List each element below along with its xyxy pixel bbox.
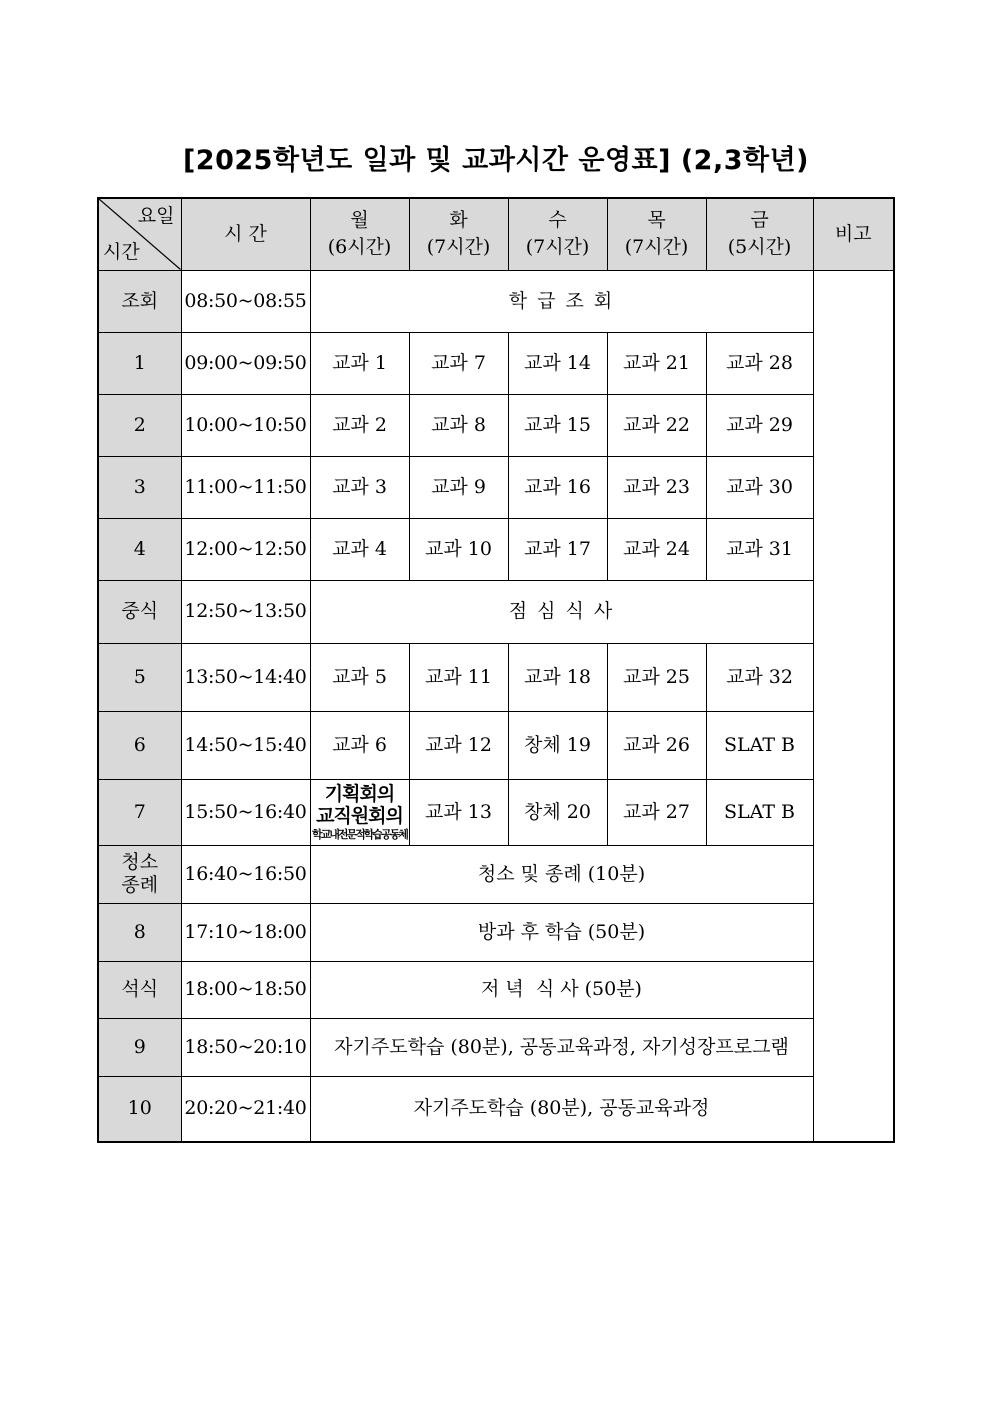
corner-day-label: 요일 — [137, 205, 175, 227]
class-cell: 교과 16 — [508, 456, 607, 518]
day-hours: (7시간) — [426, 236, 491, 259]
class-cell: 교과 24 — [607, 518, 706, 580]
table-row — [98, 394, 894, 456]
class-cell: 교과 2 — [310, 394, 409, 456]
header-row — [98, 198, 894, 270]
time-cell: 20:20~21:40 — [181, 1076, 310, 1142]
table-row — [98, 580, 894, 643]
merged-activity-cell: 자기주도학습 (80분), 공동교육과정, 자기성장프로그램 — [310, 1018, 813, 1076]
meeting-line: 기획회의 — [324, 782, 395, 805]
meeting-cell — [310, 779, 409, 845]
day-header-thu — [607, 198, 706, 270]
day-header-mon — [310, 198, 409, 270]
class-cell: 교과 32 — [706, 643, 813, 711]
class-cell: 교과 22 — [607, 394, 706, 456]
day-header-tue — [409, 198, 508, 270]
class-cell: 교과 3 — [310, 456, 409, 518]
table-row — [98, 711, 894, 779]
row-label: 1 — [98, 332, 181, 394]
row-label-line: 종례 — [121, 874, 159, 896]
row-label: 석식 — [98, 961, 181, 1018]
table-row — [98, 332, 894, 394]
time-cell: 12:50~13:50 — [181, 580, 310, 643]
table-row — [98, 779, 894, 845]
row-label: 9 — [98, 1018, 181, 1076]
day-name: 화 — [449, 209, 468, 232]
class-cell: 교과 9 — [409, 456, 508, 518]
row-label — [98, 845, 181, 903]
table-row — [98, 270, 894, 332]
class-cell: 교과 4 — [310, 518, 409, 580]
class-cell: 교과 6 — [310, 711, 409, 779]
class-cell: 교과 15 — [508, 394, 607, 456]
class-cell: 교과 10 — [409, 518, 508, 580]
row-label: 조회 — [98, 270, 181, 332]
row-label: 6 — [98, 711, 181, 779]
time-cell: 17:10~18:00 — [181, 903, 310, 961]
table-row — [98, 1018, 894, 1076]
meeting-line: 교직원회의 — [316, 805, 403, 828]
day-hours: (7시간) — [525, 236, 590, 259]
class-cell: 교과 8 — [409, 394, 508, 456]
class-cell: 교과 28 — [706, 332, 813, 394]
class-cell: 교과 12 — [409, 711, 508, 779]
day-header-wed — [508, 198, 607, 270]
class-cell: 교과 30 — [706, 456, 813, 518]
merged-activity-cell: 청소 및 종례 (10분) — [310, 845, 813, 903]
time-cell: 12:00~12:50 — [181, 518, 310, 580]
class-cell: 교과 1 — [310, 332, 409, 394]
schedule-table — [97, 197, 895, 1143]
class-cell: 창체 20 — [508, 779, 607, 845]
class-cell: 교과 27 — [607, 779, 706, 845]
row-label: 10 — [98, 1076, 181, 1142]
class-cell: 교과 31 — [706, 518, 813, 580]
merged-activity-cell: 자기주도학습 (80분), 공동교육과정 — [310, 1076, 813, 1142]
row-label: 4 — [98, 518, 181, 580]
time-cell: 08:50~08:55 — [181, 270, 310, 332]
table-row — [98, 1076, 894, 1142]
class-cell: 교과 18 — [508, 643, 607, 711]
class-cell: 교과 17 — [508, 518, 607, 580]
day-hours: (6시간) — [327, 236, 392, 259]
table-row — [98, 903, 894, 961]
row-label: 중식 — [98, 580, 181, 643]
time-cell: 15:50~16:40 — [181, 779, 310, 845]
day-name: 월 — [350, 209, 369, 232]
time-column-header: 시 간 — [181, 198, 310, 270]
merged-activity-cell: 방과 후 학습 (50분) — [310, 903, 813, 961]
table-row — [98, 961, 894, 1018]
day-name: 금 — [750, 209, 769, 232]
class-cell: 교과 7 — [409, 332, 508, 394]
class-cell: 교과 23 — [607, 456, 706, 518]
row-label: 7 — [98, 779, 181, 845]
time-cell: 18:50~20:10 — [181, 1018, 310, 1076]
class-cell: SLAT B — [706, 779, 813, 845]
class-cell: 교과 26 — [607, 711, 706, 779]
table-row — [98, 456, 894, 518]
time-cell: 09:00~09:50 — [181, 332, 310, 394]
table-row — [98, 518, 894, 580]
time-cell: 11:00~11:50 — [181, 456, 310, 518]
class-cell: 창체 19 — [508, 711, 607, 779]
class-cell: 교과 11 — [409, 643, 508, 711]
corner-time-label: 시간 — [103, 240, 140, 263]
row-label-line: 청소 — [121, 851, 159, 874]
meeting-line: 학교내전문적학습공동체 — [312, 828, 407, 842]
day-hours: (7시간) — [624, 236, 689, 259]
time-cell: 13:50~14:40 — [181, 643, 310, 711]
class-cell: 교과 25 — [607, 643, 706, 711]
day-header-fri — [706, 198, 813, 270]
day-hours: (5시간) — [727, 236, 792, 259]
time-cell: 18:00~18:50 — [181, 961, 310, 1018]
time-cell: 14:50~15:40 — [181, 711, 310, 779]
class-cell: 교과 21 — [607, 332, 706, 394]
time-cell: 16:40~16:50 — [181, 845, 310, 903]
class-cell: 교과 29 — [706, 394, 813, 456]
table-row — [98, 845, 894, 903]
class-cell: SLAT B — [706, 711, 813, 779]
class-cell: 교과 14 — [508, 332, 607, 394]
day-name: 목 — [647, 209, 666, 232]
row-label: 8 — [98, 903, 181, 961]
row-label: 5 — [98, 643, 181, 711]
note-cell — [813, 270, 894, 1142]
class-cell: 교과 13 — [409, 779, 508, 845]
time-cell: 10:00~10:50 — [181, 394, 310, 456]
day-name: 수 — [548, 209, 567, 232]
class-cell: 교과 5 — [310, 643, 409, 711]
table-row — [98, 643, 894, 711]
page-title: [2025학년도 일과 및 교과시간 운영표] (2,3학년) — [182, 145, 810, 176]
corner-header-cell — [98, 198, 181, 270]
row-label: 2 — [98, 394, 181, 456]
merged-activity-cell: 학 급 조 회 — [310, 270, 813, 332]
merged-activity-cell: 점 심 식 사 — [310, 580, 813, 643]
row-label: 3 — [98, 456, 181, 518]
merged-activity-cell: 저 녁 식 사 (50분) — [310, 961, 813, 1018]
note-column-header: 비고 — [813, 198, 894, 270]
